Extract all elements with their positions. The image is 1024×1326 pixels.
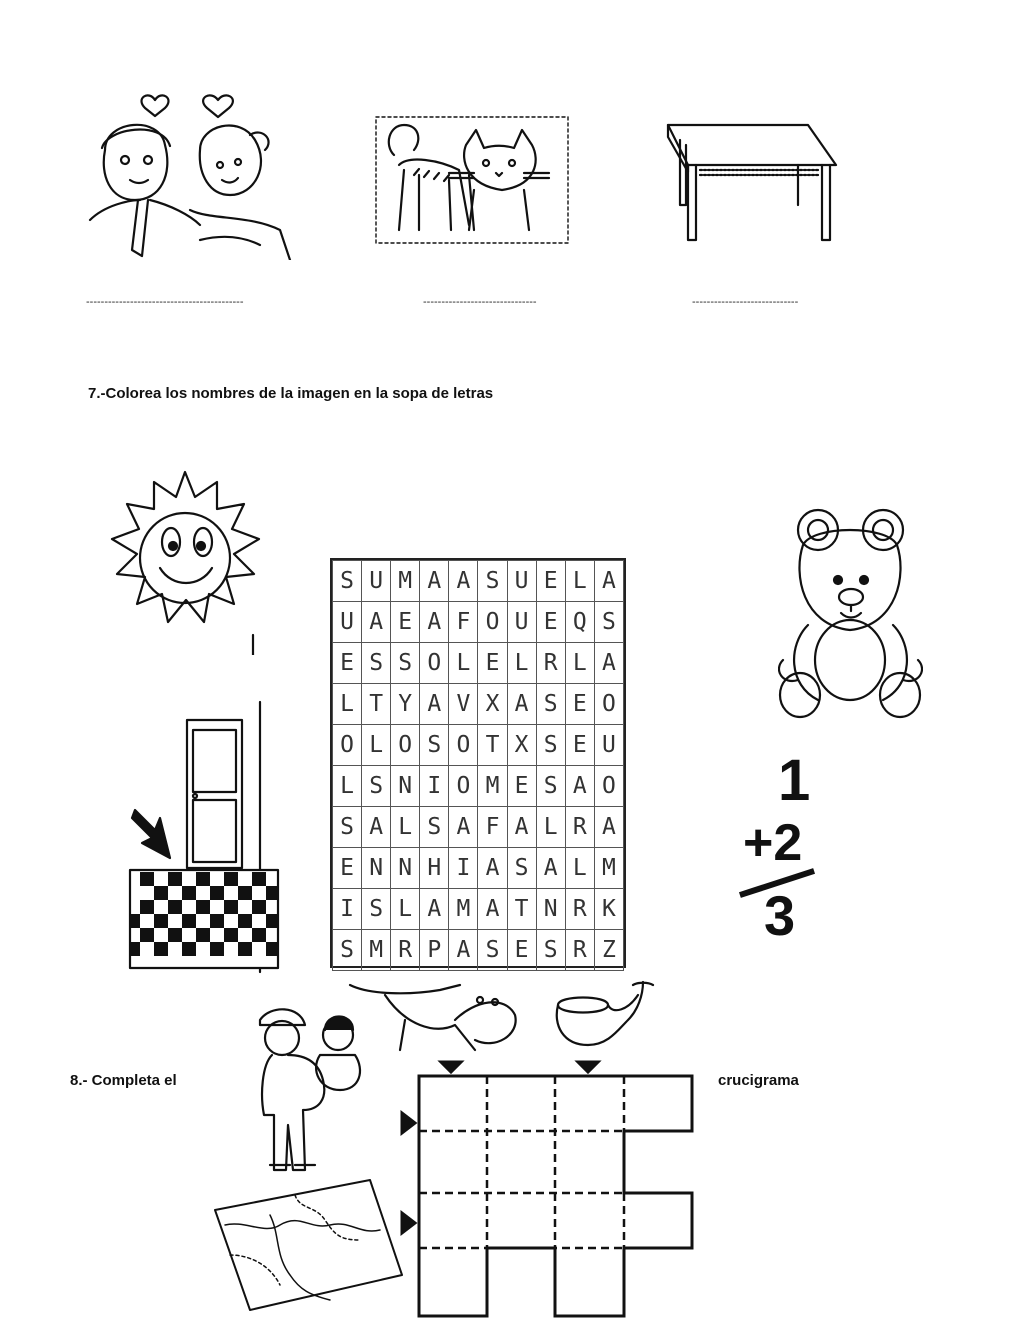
answer-blank-3[interactable]: -----------------------------	[692, 296, 799, 308]
word-search-row	[333, 807, 624, 848]
word-search-cell[interactable]: Z	[594, 930, 623, 971]
word-search-cell[interactable]: E	[478, 643, 507, 684]
word-search-cell[interactable]: S	[420, 725, 449, 766]
word-search-cell[interactable]: A	[594, 643, 623, 684]
word-search-cell[interactable]: S	[507, 848, 536, 889]
word-search-cell[interactable]: E	[507, 930, 536, 971]
word-search-cell[interactable]: A	[594, 561, 623, 602]
word-search-cell[interactable]: L	[333, 684, 362, 725]
word-search-cell[interactable]: M	[391, 561, 420, 602]
word-search-cell[interactable]: E	[536, 561, 565, 602]
word-search-cell[interactable]: E	[391, 602, 420, 643]
addition-sum-picture	[738, 748, 818, 955]
word-search-cell[interactable]: M	[594, 848, 623, 889]
word-search-cell[interactable]: L	[333, 766, 362, 807]
word-search-cell[interactable]: A	[362, 602, 391, 643]
section-8-heading-right: crucigrama	[718, 1072, 799, 1089]
crossword-arrow-down-2	[578, 1062, 598, 1072]
word-search-cell[interactable]: E	[333, 643, 362, 684]
word-search-cell[interactable]: I	[420, 766, 449, 807]
answer-blank-2[interactable]: -------------------------------	[423, 296, 537, 308]
word-search-cell[interactable]: E	[507, 766, 536, 807]
word-search-row	[333, 848, 624, 889]
word-search-cell[interactable]: E	[565, 725, 594, 766]
word-search-cell[interactable]: L	[362, 725, 391, 766]
word-search-cell[interactable]: U	[362, 561, 391, 602]
word-search-cell[interactable]: M	[478, 766, 507, 807]
word-search-cell[interactable]: S	[478, 930, 507, 971]
word-search-cell[interactable]: S	[362, 643, 391, 684]
word-search-grid[interactable]	[330, 558, 626, 968]
word-search-cell[interactable]: V	[449, 684, 478, 725]
word-search-cell[interactable]: Q	[565, 602, 594, 643]
word-search-cell[interactable]: U	[333, 602, 362, 643]
word-search-cell[interactable]: S	[536, 766, 565, 807]
sum-top-number: 1	[778, 748, 811, 813]
word-search-row	[333, 643, 624, 684]
word-search-cell[interactable]: S	[536, 725, 565, 766]
teddy-bear-picture	[778, 505, 923, 720]
crossword-arrow-down-1	[441, 1062, 461, 1072]
word-search-cell[interactable]: K	[594, 889, 623, 930]
word-search-cell[interactable]: M	[449, 889, 478, 930]
word-search-cell[interactable]: S	[536, 930, 565, 971]
word-search-cell[interactable]: U	[507, 561, 536, 602]
word-search-cell[interactable]: A	[594, 807, 623, 848]
word-search-cell[interactable]: O	[420, 643, 449, 684]
map-picture	[210, 1175, 405, 1315]
word-search-cell[interactable]: M	[362, 930, 391, 971]
word-search-cell[interactable]: A	[565, 766, 594, 807]
word-search-row	[333, 889, 624, 930]
word-search-row	[333, 684, 624, 725]
word-search-cell[interactable]: L	[536, 807, 565, 848]
word-search-cell[interactable]: U	[507, 602, 536, 643]
pipe-picture	[548, 980, 658, 1052]
word-search-cell[interactable]: O	[391, 725, 420, 766]
sum-result-number: 3	[764, 884, 796, 947]
couple-picture	[80, 80, 310, 260]
word-search-cell[interactable]: L	[565, 643, 594, 684]
word-search-cell[interactable]: A	[478, 889, 507, 930]
word-search-cell[interactable]: R	[565, 889, 594, 930]
word-search-cell[interactable]: E	[565, 684, 594, 725]
word-search-cell[interactable]: N	[391, 766, 420, 807]
word-search-cell[interactable]: N	[362, 848, 391, 889]
section-8-heading-left: 8.- Completa el	[70, 1072, 177, 1089]
table-picture	[660, 120, 840, 245]
word-search-cell[interactable]: R	[565, 807, 594, 848]
word-search-cell[interactable]: I	[449, 848, 478, 889]
word-search-cell[interactable]: O	[449, 725, 478, 766]
word-search-row	[333, 725, 624, 766]
answer-blank-1[interactable]: -------------------------------------------	[86, 296, 244, 308]
word-search-cell[interactable]: A	[420, 889, 449, 930]
cat-picture	[374, 115, 570, 247]
word-search-cell[interactable]: E	[536, 602, 565, 643]
word-search-cell[interactable]: A	[420, 602, 449, 643]
word-search-cell[interactable]: A	[507, 684, 536, 725]
word-search-cell[interactable]: A	[449, 561, 478, 602]
word-search-row	[333, 930, 624, 971]
word-search-cell[interactable]: L	[565, 561, 594, 602]
word-search-cell[interactable]: O	[333, 725, 362, 766]
word-search-cell[interactable]: S	[536, 684, 565, 725]
word-search-cell[interactable]: A	[449, 807, 478, 848]
word-search-cell[interactable]: T	[362, 684, 391, 725]
word-search-cell[interactable]: L	[565, 848, 594, 889]
word-search-cell[interactable]: I	[333, 889, 362, 930]
word-search-cell[interactable]: U	[594, 725, 623, 766]
word-search-cell[interactable]: H	[420, 848, 449, 889]
word-search-cell[interactable]: R	[565, 930, 594, 971]
word-search-cell[interactable]: L	[391, 889, 420, 930]
word-search-cell[interactable]: A	[420, 561, 449, 602]
word-search-cell[interactable]: P	[420, 930, 449, 971]
word-search-cell[interactable]: L	[507, 643, 536, 684]
word-search-cell[interactable]: N	[536, 889, 565, 930]
word-search-cell[interactable]: A	[478, 848, 507, 889]
word-search-cell[interactable]: N	[391, 848, 420, 889]
sum-middle-number: +2	[743, 814, 803, 872]
word-search-cell[interactable]: T	[507, 889, 536, 930]
word-search-cell[interactable]: A	[449, 930, 478, 971]
word-search-cell[interactable]: F	[478, 807, 507, 848]
door-floor-picture	[115, 700, 285, 975]
word-search-cell[interactable]: R	[536, 643, 565, 684]
word-search-cell[interactable]: S	[420, 807, 449, 848]
word-search-cell[interactable]: E	[333, 848, 362, 889]
word-search-cell[interactable]: L	[391, 807, 420, 848]
word-search-cell[interactable]: X	[478, 684, 507, 725]
word-search-cell[interactable]: A	[420, 684, 449, 725]
word-search-cell[interactable]: O	[594, 684, 623, 725]
word-search-cell[interactable]: Y	[391, 684, 420, 725]
word-search-cell[interactable]: S	[362, 889, 391, 930]
word-search-cell[interactable]: S	[478, 561, 507, 602]
word-search-cell[interactable]: A	[507, 807, 536, 848]
word-search-cell[interactable]: O	[449, 766, 478, 807]
word-search-cell[interactable]: A	[536, 848, 565, 889]
crossword-grid[interactable]	[395, 1058, 705, 1320]
word-search-cell[interactable]: S	[362, 766, 391, 807]
word-search-cell[interactable]: S	[333, 930, 362, 971]
word-search-cell[interactable]: S	[333, 807, 362, 848]
word-search-cell[interactable]: R	[391, 930, 420, 971]
word-search-cell[interactable]: F	[449, 602, 478, 643]
word-search-cell[interactable]: S	[333, 561, 362, 602]
section-7-heading: 7.-Colorea los nombres de la imagen en la sopa de letras	[88, 385, 494, 402]
word-search-cell[interactable]: O	[594, 766, 623, 807]
word-search-cell[interactable]: O	[478, 602, 507, 643]
word-search-cell[interactable]: S	[391, 643, 420, 684]
crossword-arrow-right-1	[402, 1113, 415, 1133]
father-child-picture	[250, 1000, 375, 1180]
word-search-cell[interactable]: L	[449, 643, 478, 684]
sun-picture	[105, 470, 265, 655]
word-search-cell[interactable]: X	[507, 725, 536, 766]
word-search-cell[interactable]: T	[478, 725, 507, 766]
word-search-row	[333, 561, 624, 602]
word-search-cell[interactable]: A	[362, 807, 391, 848]
word-search-row	[333, 602, 624, 643]
word-search-row	[333, 766, 624, 807]
word-search-cell[interactable]: S	[594, 602, 623, 643]
